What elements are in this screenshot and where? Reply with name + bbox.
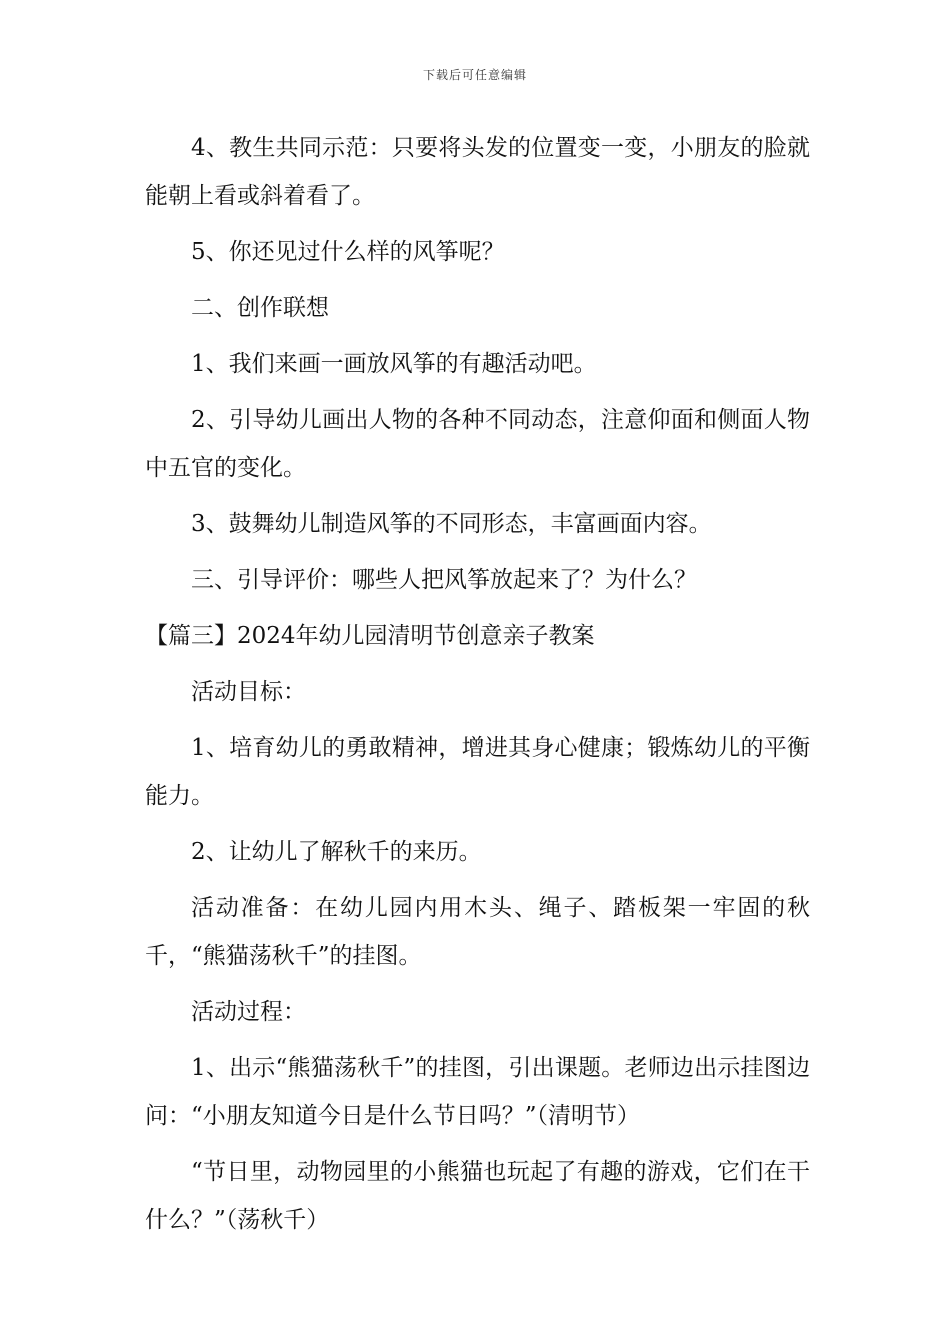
paragraph-8: 1、出示“熊猫荡秋千”的挂图，引出课题。老师边出示挂图边问：“小朋友知道今日是什么节日吗？”（清明节） [145, 1055, 810, 1129]
paragraph-7: 2、让幼儿了解秋千的来历。 [191, 839, 482, 865]
chapter-title: 【篇三】2024年幼儿园清明节创意亲子教案 [145, 623, 595, 649]
activity-process-heading: 活动过程： [191, 999, 306, 1025]
activity-preparation: 活动准备：在幼儿园内用木头、绳子、踏板架一牢固的秋千，“熊猫荡秋千”的挂图。 [145, 895, 810, 969]
paragraph-6: 1、培育幼儿的勇敢精神，增进其身心健康；锻炼幼儿的平衡能力。 [145, 735, 810, 809]
section-heading-2: 二、创作联想 [191, 295, 329, 321]
paragraph-4: 2、引导幼儿画出人物的各种不同动态，注意仰面和侧面人物中五官的变化。 [145, 407, 810, 481]
section-heading-3: 三、引导评价：哪些人把风筝放起来了？为什么？ [191, 567, 697, 593]
paragraph-9: “节日里，动物园里的小熊猫也玩起了有趣的游戏，它们在干什么？”（荡秋千） [145, 1159, 810, 1233]
paragraph-1: 4、教生共同示范：只要将头发的位置变一变，小朋友的脸就能朝上看或斜着看了。 [145, 135, 810, 209]
page-header-note: 下载后可任意编辑 [422, 68, 527, 82]
paragraph-2: 5、你还见过什么样的风筝呢？ [191, 239, 505, 265]
paragraph-3: 1、我们来画一画放风筝的有趣活动吧。 [191, 351, 597, 377]
document-body [145, 124, 810, 1252]
paragraph-5: 3、鼓舞幼儿制造风筝的不同形态，丰富画面内容。 [191, 511, 712, 537]
activity-goals-heading: 活动目标： [191, 679, 306, 705]
